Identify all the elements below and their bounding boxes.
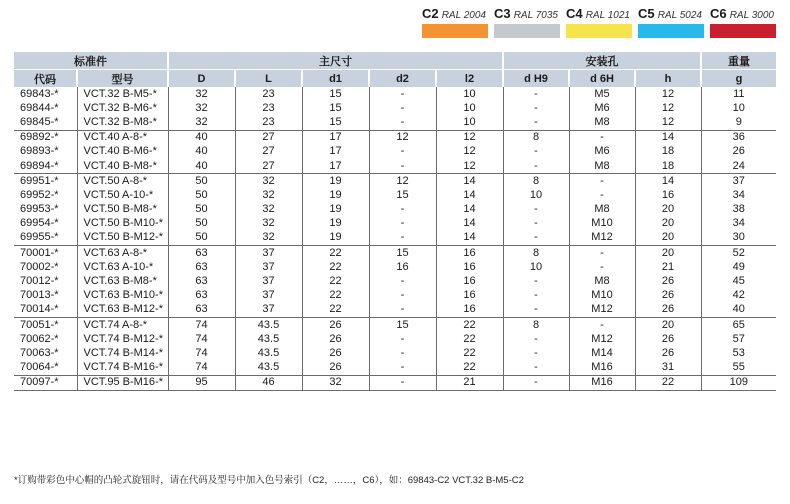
table-cell: 22 — [302, 260, 369, 274]
table-cell: VCT.50 A-8-* — [77, 174, 168, 189]
table-cell: 27 — [235, 130, 302, 145]
table-cell: 40 — [732, 303, 745, 316]
table-cell: 9 — [735, 115, 742, 128]
table-cell: 26 — [302, 318, 369, 333]
legend-ral: RAL 5024 — [657, 10, 702, 21]
table-cell: VCT.74 B-M12-* — [77, 332, 168, 346]
table-cell: 20 — [635, 217, 701, 231]
table-cell: 36 — [701, 130, 776, 145]
table-cell: 70051-* — [14, 318, 77, 333]
dimension-table — [14, 52, 776, 391]
table-row — [14, 130, 776, 145]
table-cell: VCT.32 B-M6-* — [77, 101, 168, 115]
table-cell: 32 — [302, 375, 369, 390]
group-main-dims: 主尺寸 — [168, 52, 503, 70]
table-cell: VCT.32 B-M5-* — [77, 87, 168, 101]
table-cell: - — [503, 217, 569, 231]
table-cell: 69951-* — [14, 174, 77, 189]
table-cell: 70013-* — [14, 289, 77, 303]
table-cell: - — [569, 130, 635, 145]
table-cell: 50 — [168, 174, 235, 189]
table-cell: 43.5 — [235, 332, 302, 346]
col-dH9: d H9 — [503, 70, 569, 88]
table-cell: VCT.32 B-M8-* — [77, 115, 168, 130]
col-D: D — [168, 70, 235, 88]
table-cell: VCT.63 B-M10-* — [77, 289, 168, 303]
table-cell: 10 — [732, 101, 745, 114]
table-cell: - — [369, 361, 436, 376]
col-d2: d2 — [369, 70, 436, 88]
table-cell: 49 — [732, 260, 745, 273]
table-cell: 20 — [635, 203, 701, 217]
table-cell: 69894-* — [14, 159, 77, 174]
table-cell: 52 — [701, 246, 776, 261]
table-cell: 50 — [168, 231, 235, 246]
table-cell: M16 — [569, 361, 635, 376]
table-cell: 19 — [302, 231, 369, 246]
table-cell: 12 — [369, 174, 436, 189]
table-cell: 10 — [436, 101, 503, 115]
table-cell: 109 — [701, 375, 776, 390]
table-cell: 22 — [302, 246, 369, 261]
table-cell: VCT.50 B-M8-* — [77, 203, 168, 217]
table-cell: 74 — [168, 332, 235, 346]
table-cell: 37 — [701, 174, 776, 189]
table-cell: - — [369, 332, 436, 346]
color-bar — [638, 24, 704, 38]
table-cell: 32 — [168, 101, 235, 115]
table-cell: 27 — [235, 145, 302, 159]
table-cell: 43.5 — [235, 318, 302, 333]
table-cell: 17 — [302, 159, 369, 174]
table-cell: 50 — [168, 217, 235, 231]
legend-ral: RAL 1021 — [585, 10, 630, 21]
table-cell: 40 — [168, 159, 235, 174]
table-cell: - — [369, 203, 436, 217]
table-cell: VCT.40 B-M8-* — [77, 159, 168, 174]
legend-ral: RAL 7035 — [513, 10, 558, 21]
table-cell: 32 — [235, 188, 302, 202]
table-cell: - — [569, 260, 635, 274]
table-cell: 26 — [732, 145, 745, 158]
table-cell: 12 — [436, 159, 503, 174]
table-cell: VCT.40 A-8-* — [77, 130, 168, 145]
table-cell: - — [369, 289, 436, 303]
col-type: 型号 — [77, 70, 168, 88]
legend-ral: RAL 2004 — [441, 10, 486, 21]
legend-swatch-c5 — [638, 6, 704, 38]
table-cell: 40 — [168, 145, 235, 159]
table-cell: - — [369, 101, 436, 115]
table-cell: 14 — [436, 174, 503, 189]
table-cell: 16 — [369, 260, 436, 274]
table-cell: - — [369, 346, 436, 360]
table-cell: 22 — [302, 274, 369, 288]
table-cell: 46 — [235, 375, 302, 390]
table-cell: 63 — [168, 303, 235, 318]
table-cell: 11 — [733, 87, 745, 100]
table-cell: - — [503, 332, 569, 346]
table-cell: 37 — [235, 289, 302, 303]
group-mounting: 安装孔 — [503, 52, 701, 70]
table-cell: 32 — [235, 217, 302, 231]
table-cell: 32 — [235, 174, 302, 189]
table-row — [14, 217, 776, 231]
col-d6H: d 6H — [569, 70, 635, 88]
group-weight: 重量 — [701, 52, 776, 70]
col-g: g — [701, 70, 776, 88]
table-cell: 45 — [732, 275, 745, 288]
table-cell: - — [503, 231, 569, 246]
table-cell: 17 — [302, 145, 369, 159]
table-cell: - — [503, 87, 569, 101]
table-cell: 19 — [302, 203, 369, 217]
table-cell: 8 — [503, 318, 569, 333]
table-row — [14, 274, 776, 288]
table-cell: VCT.63 B-M8-* — [77, 274, 168, 288]
table-row — [14, 203, 776, 217]
table-cell: 23 — [235, 87, 302, 101]
table-cell: M6 — [569, 145, 635, 159]
table-cell: 20 — [635, 246, 701, 261]
table-cell: - — [369, 145, 436, 159]
table-cell: 14 — [436, 231, 503, 246]
table-cell: 69893-* — [14, 145, 77, 159]
table-cell: 12 — [436, 130, 503, 145]
table-cell: 70062-* — [14, 332, 77, 346]
table-cell: 69953-* — [14, 203, 77, 217]
legend-swatch-c4 — [566, 6, 632, 38]
table-cell: M8 — [569, 159, 635, 174]
table-cell: 43.5 — [235, 361, 302, 376]
table-cell: 12 — [635, 115, 701, 130]
table-row — [14, 145, 776, 159]
table-cell: - — [369, 231, 436, 246]
table-cell: M5 — [569, 87, 635, 101]
table-cell: - — [369, 274, 436, 288]
table-cell: 12 — [635, 87, 701, 101]
table-cell: - — [369, 375, 436, 390]
table-cell: - — [369, 303, 436, 318]
table-cell: 10 — [503, 260, 569, 274]
table-cell: 22 — [302, 289, 369, 303]
table-row — [14, 87, 776, 101]
table-cell: 12 — [436, 145, 503, 159]
table-cell: 40 — [168, 130, 235, 145]
table-cell: - — [503, 375, 569, 390]
table-cell: 63 — [168, 289, 235, 303]
table-cell: 18 — [635, 159, 701, 174]
table-cell: 21 — [635, 260, 701, 274]
table-cell: - — [569, 174, 635, 189]
legend-code: C2 — [422, 6, 439, 21]
table-cell: 69954-* — [14, 217, 77, 231]
table-cell: 26 — [635, 332, 701, 346]
col-d1: d1 — [302, 70, 369, 88]
table-row — [14, 375, 776, 390]
table-cell: M12 — [569, 231, 635, 246]
table-cell: - — [569, 246, 635, 261]
table-cell: - — [503, 303, 569, 318]
table-cell: 22 — [436, 318, 503, 333]
table-cell: M8 — [569, 274, 635, 288]
table-cell: 26 — [635, 303, 701, 318]
table-cell: - — [569, 318, 635, 333]
table-cell: 42 — [732, 289, 745, 302]
table-cell: 50 — [168, 203, 235, 217]
table-row — [14, 361, 776, 376]
table-cell: - — [503, 159, 569, 174]
table-cell: 26 — [635, 346, 701, 360]
table-cell: VCT.50 B-M10-* — [77, 217, 168, 231]
table-cell: - — [503, 115, 569, 130]
table-cell: 17 — [302, 130, 369, 145]
col-h: h — [635, 70, 701, 88]
table-row — [14, 115, 776, 130]
table-cell: 32 — [235, 231, 302, 246]
table-cell: 12 — [635, 101, 701, 115]
table-cell: 74 — [168, 346, 235, 360]
legend-swatch-c3 — [494, 6, 560, 38]
table-cell: 14 — [436, 188, 503, 202]
table-cell: 14 — [635, 130, 701, 145]
legend-code: C3 — [494, 6, 511, 21]
table-row — [14, 231, 776, 246]
table-cell: M16 — [569, 375, 635, 390]
table-cell: 38 — [732, 203, 745, 216]
legend-code: C6 — [710, 6, 727, 21]
table-cell: 18 — [635, 145, 701, 159]
table-cell: 37 — [235, 274, 302, 288]
table-cell: 19 — [302, 174, 369, 189]
table-cell: 37 — [235, 303, 302, 318]
table-row — [14, 246, 776, 261]
table-cell: 69955-* — [14, 231, 77, 246]
table-row — [14, 346, 776, 360]
table-cell: 26 — [302, 361, 369, 376]
table-cell: 22 — [436, 346, 503, 360]
table-cell: 37 — [235, 260, 302, 274]
table-row — [14, 303, 776, 318]
table-cell: 14 — [436, 217, 503, 231]
table-row — [14, 318, 776, 333]
table-cell: 95 — [168, 375, 235, 390]
table-cell: 12 — [369, 130, 436, 145]
table-cell: 69845-* — [14, 115, 77, 130]
table-row — [14, 260, 776, 274]
table-cell: 65 — [701, 318, 776, 333]
table-cell: 69892-* — [14, 130, 77, 145]
table-cell: 74 — [168, 361, 235, 376]
table-cell: 10 — [503, 188, 569, 202]
table-cell: 10 — [436, 87, 503, 101]
table-cell: 63 — [168, 274, 235, 288]
table-cell: - — [369, 217, 436, 231]
table-cell: 15 — [369, 318, 436, 333]
table-cell: 8 — [503, 246, 569, 261]
table-cell: M8 — [569, 203, 635, 217]
table-cell: 53 — [732, 346, 745, 359]
table-cell: - — [503, 101, 569, 115]
table-cell: 19 — [302, 188, 369, 202]
table-row — [14, 289, 776, 303]
table-cell: VCT.63 B-M12-* — [77, 303, 168, 318]
table-row — [14, 174, 776, 189]
footnote: *订购带彩色中心帽的凸轮式旋钮时，请在代码及型号中加入色号索引（C2，……，C6），如：69843-C2 VCT.32 B-M5-C2 — [14, 475, 524, 486]
table-cell: - — [569, 188, 635, 202]
table-cell: 15 — [302, 101, 369, 115]
table-cell: 70097-* — [14, 375, 77, 390]
table-cell: 22 — [302, 303, 369, 318]
table-cell: 8 — [503, 174, 569, 189]
table-cell: 70002-* — [14, 260, 77, 274]
table-cell: 70012-* — [14, 274, 77, 288]
table-cell: M10 — [569, 217, 635, 231]
table-cell: 32 — [168, 87, 235, 101]
table-cell: 32 — [235, 203, 302, 217]
table-cell: 69844-* — [14, 101, 77, 115]
table-row — [14, 188, 776, 202]
table-cell: 14 — [436, 203, 503, 217]
color-bar — [710, 24, 776, 38]
table-cell: 19 — [302, 217, 369, 231]
table-cell: - — [503, 289, 569, 303]
table-cell: 26 — [635, 289, 701, 303]
table-cell: 70063-* — [14, 346, 77, 360]
table-row — [14, 101, 776, 115]
color-bar — [494, 24, 560, 38]
table-cell: M6 — [569, 101, 635, 115]
table-cell: 26 — [302, 346, 369, 360]
table-cell: VCT.95 B-M16-* — [77, 375, 168, 390]
table-cell: 30 — [732, 231, 745, 244]
table-cell: 22 — [436, 332, 503, 346]
table-cell: M12 — [569, 332, 635, 346]
col-code: 代码 — [14, 70, 77, 88]
table-cell: 8 — [503, 130, 569, 145]
table-cell: 15 — [302, 115, 369, 130]
table-cell: 16 — [436, 246, 503, 261]
table-cell: 23 — [235, 101, 302, 115]
table-cell: - — [503, 361, 569, 376]
column-header-row — [14, 70, 776, 88]
table-cell: 63 — [168, 246, 235, 261]
table-cell: 22 — [635, 375, 701, 390]
table-cell: 23 — [235, 115, 302, 130]
table-cell: M12 — [569, 303, 635, 318]
table-row — [14, 332, 776, 346]
table-cell: 20 — [635, 318, 701, 333]
table-cell: 70001-* — [14, 246, 77, 261]
table-cell: 70014-* — [14, 303, 77, 318]
table-cell: 16 — [436, 260, 503, 274]
color-bar — [422, 24, 488, 38]
table-cell: 34 — [732, 188, 745, 201]
legend-ral: RAL 3000 — [729, 10, 774, 21]
table-cell: 15 — [369, 246, 436, 261]
table-cell: 69843-* — [14, 87, 77, 101]
group-standard: 标准件 — [14, 52, 168, 70]
table-cell: 43.5 — [235, 346, 302, 360]
table-cell: 16 — [436, 274, 503, 288]
table-cell: 63 — [168, 260, 235, 274]
legend-code: C4 — [566, 6, 583, 21]
table-cell: VCT.63 A-8-* — [77, 246, 168, 261]
col-l2: l2 — [436, 70, 503, 88]
legend-code: C5 — [638, 6, 655, 21]
table-cell: VCT.40 B-M6-* — [77, 145, 168, 159]
table-cell: M14 — [569, 346, 635, 360]
table-cell: 70064-* — [14, 361, 77, 376]
table-cell: - — [503, 145, 569, 159]
table-cell: 74 — [168, 318, 235, 333]
table-cell: 31 — [635, 361, 701, 376]
table-cell: - — [369, 87, 436, 101]
table-cell: 57 — [732, 332, 745, 345]
table-cell: 34 — [732, 217, 745, 230]
table-cell: - — [503, 346, 569, 360]
table-cell: 37 — [235, 246, 302, 261]
table-cell: 69952-* — [14, 188, 77, 202]
table-cell: 14 — [635, 174, 701, 189]
group-header-row — [14, 52, 776, 70]
table-cell: 22 — [436, 361, 503, 376]
table-cell: 24 — [732, 159, 745, 172]
table-cell: - — [503, 203, 569, 217]
table-cell: - — [369, 159, 436, 174]
color-bar — [566, 24, 632, 38]
legend-swatch-c6 — [710, 6, 776, 38]
table-cell: 27 — [235, 159, 302, 174]
table-cell: 15 — [369, 188, 436, 202]
table-cell: VCT.74 B-M14-* — [77, 346, 168, 360]
table-cell: 16 — [436, 289, 503, 303]
table-row — [14, 159, 776, 174]
color-legend — [422, 6, 776, 38]
table-cell: VCT.74 B-M16-* — [77, 361, 168, 376]
table-cell: 16 — [635, 188, 701, 202]
table-cell: 50 — [168, 188, 235, 202]
table-cell: 16 — [436, 303, 503, 318]
table-cell: 21 — [436, 375, 503, 390]
legend-swatch-c2 — [422, 6, 488, 38]
table-cell: 32 — [168, 115, 235, 130]
table-cell: M8 — [569, 115, 635, 130]
table-cell: VCT.63 A-10-* — [77, 260, 168, 274]
table-cell: VCT.50 B-M12-* — [77, 231, 168, 246]
table-cell: M10 — [569, 289, 635, 303]
table-cell: 15 — [302, 87, 369, 101]
table-cell: 55 — [732, 361, 745, 374]
table-cell: - — [503, 274, 569, 288]
table-cell: VCT.74 A-8-* — [77, 318, 168, 333]
table-cell: 26 — [635, 274, 701, 288]
table-cell: VCT.50 A-10-* — [77, 188, 168, 202]
table-body — [14, 87, 776, 390]
table-cell: 26 — [302, 332, 369, 346]
col-L: L — [235, 70, 302, 88]
table-cell: 20 — [635, 231, 701, 246]
table-cell: 10 — [436, 115, 503, 130]
table-cell: - — [369, 115, 436, 130]
